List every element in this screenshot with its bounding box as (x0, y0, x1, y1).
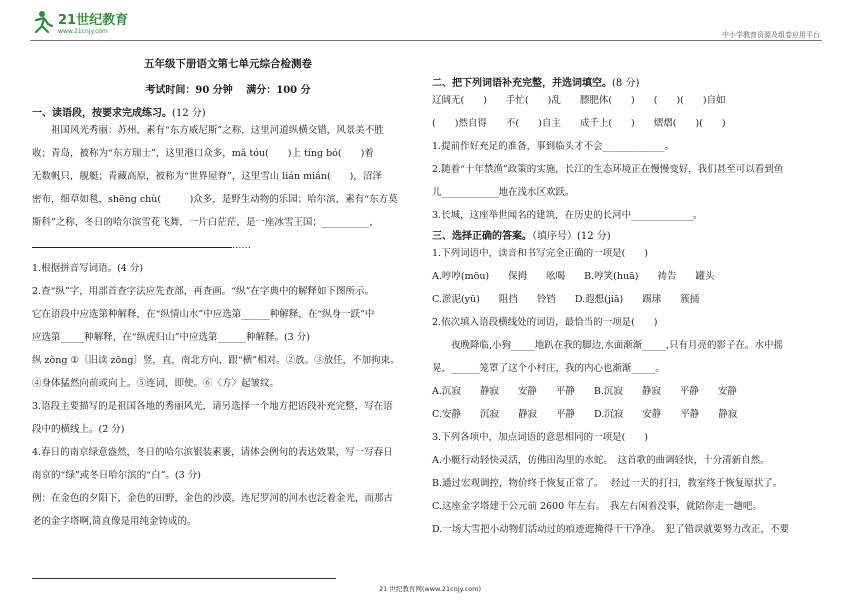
fill-question-2-line: 儿____________地在浅水区欢跃。 (432, 187, 575, 198)
passage-line: 密布，细草如毯，shēng chù( )众多，是野生动物的乐园；哈尔滨，素有“东方莫 (32, 194, 398, 205)
answer-blank[interactable] (32, 238, 232, 248)
choice-question-3: 3.下列各项中，加点词语的意思相同的一项是( ) (432, 432, 648, 443)
dictionary-entry: ④身体猛然向前或向上。⑤连词，即使。⑥〈方〉起皱纹。 (32, 378, 280, 389)
section2-points: (8 分) (612, 78, 640, 89)
section2-heading (432, 74, 822, 89)
section3-title: 三、选择正确的答案。 (432, 231, 532, 242)
passage-line: 斯科”之称，冬日的哈尔滨雪花飞舞，一片白茫茫，是一座冰雪王国；__________， (32, 217, 379, 228)
section3-points: （填序号）(12 分) (532, 231, 611, 242)
logo-text: 21世纪教育 (58, 13, 129, 28)
page-header (0, 0, 860, 42)
question-2-line: 应选第_____种解释，在“纵虎归山”中应选第______种解释。(3 分) (32, 332, 310, 343)
logo-sub: www.21cnjy.com (58, 28, 108, 35)
logo (30, 8, 160, 36)
ellipsis: …… (232, 240, 251, 251)
choice-question-2: 2.依次填入语段横线处的词语，最恰当的一项是( ) (432, 317, 658, 328)
left-column (32, 50, 424, 533)
choice-question-1: 1.下列词语中，读音和书写完全正确的一项是( ) (432, 248, 648, 259)
question-4-line: 4.春日的南京绿意盎然，冬日的哈尔滨银装素裹，请体会例句的表达效果，写一写春日 (32, 447, 393, 458)
choice-passage-line: 晃，______笼罩了这个小村庄，我的内心也渐渐_____。 (432, 363, 665, 374)
dictionary-entry: 纵 zòng ①〔旧读 zōng〕竖，直，南北方向，跟“横”相对。②放。③放任，不加拘束。 (32, 355, 400, 366)
passage-line: 收；青岛，被称为“东方瑞士”，这里港口众多，mǎ tóu( )上 tíng bó( )着 (32, 148, 374, 159)
page-footer: 21 世纪教育网(www.21cnjy.com) (379, 585, 481, 593)
header-divider (30, 40, 822, 41)
section2-title: 二、把下列词语补充完整，并选词填空。 (432, 78, 612, 89)
choice-option-row[interactable]: A.小艇行动轻快灵活，仿佛田沟里的水蛇。 这首歌的曲调轻快，十分清新自然。 (432, 455, 770, 466)
choice-option-row[interactable]: C.这座金字塔建于公元前 2600 年左右。 我左右闲着没事，就陪你走一趟吧。 (432, 501, 762, 512)
fill-question-3: 3.长城，这座举世闻名的建筑，在历史的长河中_____________。 (432, 210, 703, 221)
answer-line (32, 234, 424, 257)
question-1: 1.根据拼音写词语。(4 分) (32, 263, 144, 274)
idiom-row: ( )然自得 不( )自主 成千上( ) 熠熠( )( ) (432, 118, 726, 129)
platform-label: 中小学教育资源及组卷应用平台 (722, 31, 820, 39)
section1-title: 一、读语段，按要求完成练习。 (32, 108, 172, 119)
passage-line: 祖国风光秀丽：苏州，素有“东方威尼斯”之称，这里河道纵横交错，风景美不胜 (32, 125, 384, 136)
runner-icon (36, 11, 52, 32)
fill-question-2-line: 2.随着“十年禁渔”政策的实施，长江的生态环境正在慢慢变好，我们甚至可以看到鱼 (432, 164, 784, 175)
choice-option-row[interactable]: B.通过宏观调控，物价终于恢复正常了。 经过一天的打扫，教室终于恢复原状了。 (432, 478, 783, 489)
question-2-line: 它在语段中应选第种解释，在“纵情山水”中应选第______种解释，在“纵身一跃”中 (32, 309, 375, 320)
idiom-row: 辽阔无( ) 手忙( )乱 膘肥体( ) ( )( )自如 (432, 95, 726, 106)
passage-line: 无数帆只，舰艇；青藏高原，被称为“世界屋脊”，这里雪山 lián mián( )，沼泽 (32, 171, 382, 182)
paper-title: 五年级下册语文第七单元综合检测卷 (144, 58, 312, 70)
choice-option-row[interactable]: C.淤泥(yū) 阻挡 铃铛 D.遐想(jiā) 踢球 簇捅 (432, 294, 700, 305)
right-column (432, 50, 822, 541)
footer-divider (32, 578, 336, 579)
choice-option-row[interactable]: A.沉寂 静寂 安静 平静 B.沉寂 静寂 平静 安静 (432, 386, 737, 397)
section1-points: (12 分) (172, 108, 206, 119)
example-line: 例：在金色的夕阳下，金色的田野，金色的沙漠，连尼罗河的河水也泛着金光，而那古 (32, 493, 394, 504)
example-line: 老的金字塔啊,简直像是用纯金铸成的。 (32, 516, 197, 527)
choice-passage-line: 夜晚降临,小狗_____地趴在我的脚边,水面渐渐_____,只有月亮的影子在。水中摇 (432, 340, 784, 351)
choice-option-row[interactable]: C.安静 沉寂 静寂 平静 D.沉寂 安静 平静 静寂 (432, 409, 738, 420)
choice-option-row[interactable]: A.哼哼(mōu) 保拇 吆喝 B.哼笑(huā) 祷告 罐头 (432, 271, 715, 282)
question-3-line: 3.语段主要描写的是祖国各地的秀丽风光，请另选择一个地方把语段补充完整，写在语 (32, 401, 393, 412)
fill-question-1: 1.提前作好充足的准备，事到临头才不会_____________。 (432, 141, 674, 152)
choice-option-row[interactable]: D.一场大雪把小动物们活动过的痕迹遮掩得干干净净。 犯了错误就要努力改正，不要 (432, 524, 790, 535)
section3-heading (432, 227, 822, 242)
question-2-line: 2.查“纵”字，用部首查字法应先查部，再查画。“纵”在字典中的解释如下图所示。 (32, 286, 374, 297)
question-3-line: 段中的横线上。(2 分) (32, 424, 125, 435)
exam-info: 考试时间：90 分钟 满分：100 分 (145, 85, 311, 96)
question-4-line: 南京的“绿”或冬日哈尔滨的“白”。(3 分) (32, 470, 201, 481)
section1-heading (32, 104, 424, 119)
